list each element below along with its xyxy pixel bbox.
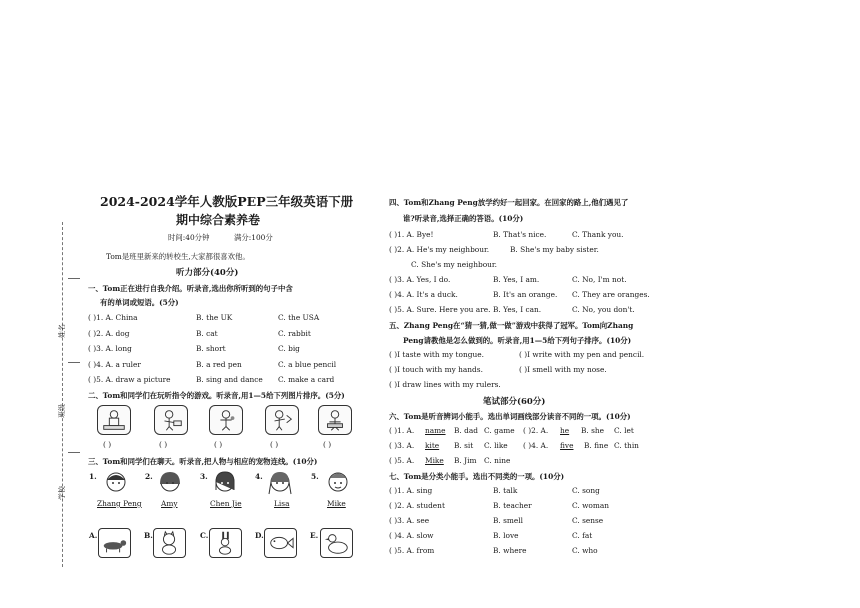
s4-row-1-a: ( )1. A. Bye!	[389, 230, 434, 239]
s1-row-5-a: ( )5. A. draw a picture	[88, 375, 171, 384]
s2-answer-blank-1[interactable]: ( )	[103, 440, 112, 449]
s5-row-1-b: ( )I write with my pen and pencil.	[519, 350, 645, 359]
s3-pet-c-rabbit	[209, 528, 242, 558]
s4-row-2-a: ( )2. A. He's my neighbour.	[389, 245, 490, 254]
s7-row-5-b: B. where	[493, 546, 527, 555]
s3-pet-e-duck	[320, 528, 353, 558]
s4-row-4-b: B. It's an orange.	[493, 290, 558, 299]
s6-q2-c: C. let	[614, 426, 634, 435]
s6-q2-prefix: ( )2. A.	[523, 426, 549, 435]
s3-person-4-name: Lisa	[274, 499, 290, 508]
s7-row-4-a: ( )4. A. slow	[389, 531, 434, 540]
s1-row-4-c: C. a blue pencil	[278, 360, 337, 369]
s7-row-2-c: C. woman	[572, 501, 610, 510]
s6-q5-c: C. nine	[484, 456, 511, 465]
exam-title: 2024-2024学年人教版PEP三年级英语下册	[100, 194, 354, 209]
s3-person-2-num: 2.	[145, 472, 153, 481]
s3-pet-e-label: E.	[310, 531, 319, 540]
s6-q3-prefix: ( )3. A.	[389, 441, 415, 450]
section-3-title: 三、Tom和同学们在聊天。听录音,把人物与相应的宠物连线。(10分)	[88, 457, 318, 466]
s7-row-3-a: ( )3. A. see	[389, 516, 430, 525]
exam-intro: Tom是班里新来的转校生,大家都很喜欢他。	[106, 252, 250, 261]
s3-pet-a-label: A.	[89, 531, 98, 540]
section-1-title: 一、Tom正在进行自我介绍。听录音,选出你所听到的句子中含	[88, 284, 293, 293]
s7-row-1-b: B. talk	[493, 486, 518, 495]
section-4-title: 四、Tom和Zhang Peng放学约好一起回家。在回家的路上,他们遇见了	[389, 198, 629, 207]
s6-q4-a: five	[560, 441, 574, 450]
s6-q3-c: C. like	[484, 441, 508, 450]
section-5-title-2: Peng请教他是怎么做到的。听录音,用1—5给下列句子排序。(10分)	[403, 336, 632, 345]
listening-heading: 听力部分(40分)	[176, 268, 239, 278]
s1-row-3-a: ( )3. A. long	[88, 344, 132, 353]
s7-row-3-c: C. sense	[572, 516, 604, 525]
s5-row-2-a: ( )I touch with my hands.	[389, 365, 483, 374]
s1-row-1-a: ( )1. A. China	[88, 313, 138, 322]
binding-tick	[68, 278, 80, 279]
s7-row-4-c: C. fat	[572, 531, 593, 540]
s1-row-2-c: C. rabbit	[278, 329, 311, 338]
s1-row-3-c: C. big	[278, 344, 300, 353]
s4-row-5-a: ( )5. A. Sure. Here you are.	[389, 305, 491, 314]
s2-picture-2	[154, 405, 188, 435]
s2-picture-1	[97, 405, 131, 435]
s1-row-2-b: B. cat	[196, 329, 218, 338]
s3-person-5-num: 5.	[311, 472, 319, 481]
s2-picture-3	[209, 405, 243, 435]
binding-tick	[68, 362, 80, 363]
s3-pet-d-label: D.	[255, 531, 264, 540]
s3-person-2-figure	[156, 470, 184, 498]
s5-row-2-b: ( )I smell with my nose.	[519, 365, 607, 374]
s7-row-1-a: ( )1. A. sing	[389, 486, 433, 495]
s1-row-1-b: B. the UK	[196, 313, 233, 322]
s4-row-3-a: ( )3. A. Yes, I do.	[389, 275, 451, 284]
section-6-title: 六、Tom是听音辨词小能手。选出单词画线部分读音不同的一项。(10分)	[389, 412, 631, 421]
binding-line	[62, 222, 63, 567]
s3-pet-a-dog	[98, 528, 131, 558]
s6-q3-a: kite	[425, 441, 440, 450]
binding-name-label: 姓名	[58, 324, 66, 338]
s6-q1-c: C. game	[484, 426, 515, 435]
s1-row-5-b: B. sing and dance	[196, 375, 263, 384]
section-4-title-2: 谁?听录音,选择正确的答语。(10分)	[403, 214, 524, 223]
s3-person-1-figure	[102, 470, 130, 498]
exam-score: 满分:100分	[234, 233, 273, 242]
s6-q4-c: C. thin	[614, 441, 639, 450]
s7-row-5-c: C. who	[572, 546, 598, 555]
s3-person-5-figure	[324, 470, 352, 498]
s3-person-1-name: Zhang Peng	[97, 499, 142, 508]
s7-row-5-a: ( )5. A. from	[389, 546, 435, 555]
s3-pet-b-label: B.	[144, 531, 153, 540]
section-7-title: 七、Tom是分类小能手。选出不同类的一项。(10分)	[389, 472, 565, 481]
s6-q5-a: Mike	[425, 456, 444, 465]
s4-row-3-c: C. No, I'm not.	[572, 275, 627, 284]
s3-pet-b-cat	[153, 528, 186, 558]
section-1-title-2: 有的单词或短语。(5分)	[100, 298, 179, 307]
s2-picture-4	[265, 405, 299, 435]
s6-q4-prefix: ( )4. A.	[523, 441, 549, 450]
exam-subtitle: 期中综合素养卷	[176, 213, 261, 227]
s6-q1-prefix: ( )1. A.	[389, 426, 415, 435]
s3-pet-d-fish	[264, 528, 297, 558]
s6-q1-b: B. dad	[454, 426, 478, 435]
binding-school-label: 学校	[58, 486, 66, 500]
s3-person-1-num: 1.	[89, 472, 97, 481]
exam-time: 时间:40分钟	[168, 233, 210, 242]
s1-row-5-c: C. make a card	[278, 375, 335, 384]
s3-person-4-num: 4.	[255, 472, 263, 481]
s3-person-3-name: Chen Jie	[210, 499, 242, 508]
s4-row-2-c: C. She's my neighbour.	[411, 260, 497, 269]
s2-answer-blank-4[interactable]: ( )	[270, 440, 279, 449]
s6-q4-b: B. fine	[584, 441, 609, 450]
s7-row-2-a: ( )2. A. student	[389, 501, 445, 510]
s6-q2-a: he	[560, 426, 570, 435]
s4-row-1-c: C. Thank you.	[572, 230, 624, 239]
written-heading: 笔试部分(60分)	[483, 397, 546, 407]
s7-row-2-b: B. teacher	[493, 501, 532, 510]
s4-row-1-b: B. That's nice.	[493, 230, 547, 239]
s4-row-2-b: B. She's my baby sister.	[510, 245, 599, 254]
section-2-title: 二、Tom和同学们在玩听指令的游戏。听录音,用1—5给下列图片排序。(5分)	[88, 391, 345, 400]
s6-q2-b: B. she	[581, 426, 605, 435]
s3-person-5-name: Mike	[327, 499, 346, 508]
s1-row-4-a: ( )4. A. a ruler	[88, 360, 141, 369]
s4-row-5-c: C. No, you don't.	[572, 305, 635, 314]
s7-row-4-b: B. love	[493, 531, 519, 540]
s7-row-3-b: B. smell	[493, 516, 524, 525]
s1-row-1-c: C. the USA	[278, 313, 320, 322]
s2-answer-blank-5[interactable]: ( )	[323, 440, 332, 449]
s3-pet-c-label: C.	[200, 531, 209, 540]
s5-row-3-a: ( )I draw lines with my rulers.	[389, 380, 501, 389]
s2-picture-5	[318, 405, 352, 435]
binding-tick	[68, 452, 80, 453]
s6-q5-b: B. Jim	[454, 456, 477, 465]
s6-q1-a: name	[425, 426, 446, 435]
s2-answer-blank-3[interactable]: ( )	[214, 440, 223, 449]
s4-row-5-b: B. Yes, I can.	[493, 305, 542, 314]
s3-person-3-figure	[211, 470, 239, 498]
s1-row-3-b: B. short	[196, 344, 226, 353]
binding-class-label: 班级	[58, 404, 66, 418]
s5-row-1-a: ( )I taste with my tongue.	[389, 350, 484, 359]
section-5-title: 五、Zhang Peng在“猜一猜,做一做”游戏中获得了冠军。Tom向Zhang	[389, 321, 634, 330]
s3-person-3-num: 3.	[200, 472, 208, 481]
s3-person-4-figure	[266, 470, 294, 498]
s3-person-2-name: Amy	[161, 499, 178, 508]
s7-row-1-c: C. song	[572, 486, 600, 495]
s4-row-4-c: C. They are oranges.	[572, 290, 650, 299]
s4-row-4-a: ( )4. A. It's a duck.	[389, 290, 458, 299]
s4-row-3-b: B. Yes, I am.	[493, 275, 540, 284]
s1-row-4-b: B. a red pen	[196, 360, 242, 369]
s1-row-2-a: ( )2. A. dog	[88, 329, 130, 338]
s6-q3-b: B. sit	[454, 441, 474, 450]
s6-q5-prefix: ( )5. A.	[389, 456, 415, 465]
s2-answer-blank-2[interactable]: ( )	[159, 440, 168, 449]
